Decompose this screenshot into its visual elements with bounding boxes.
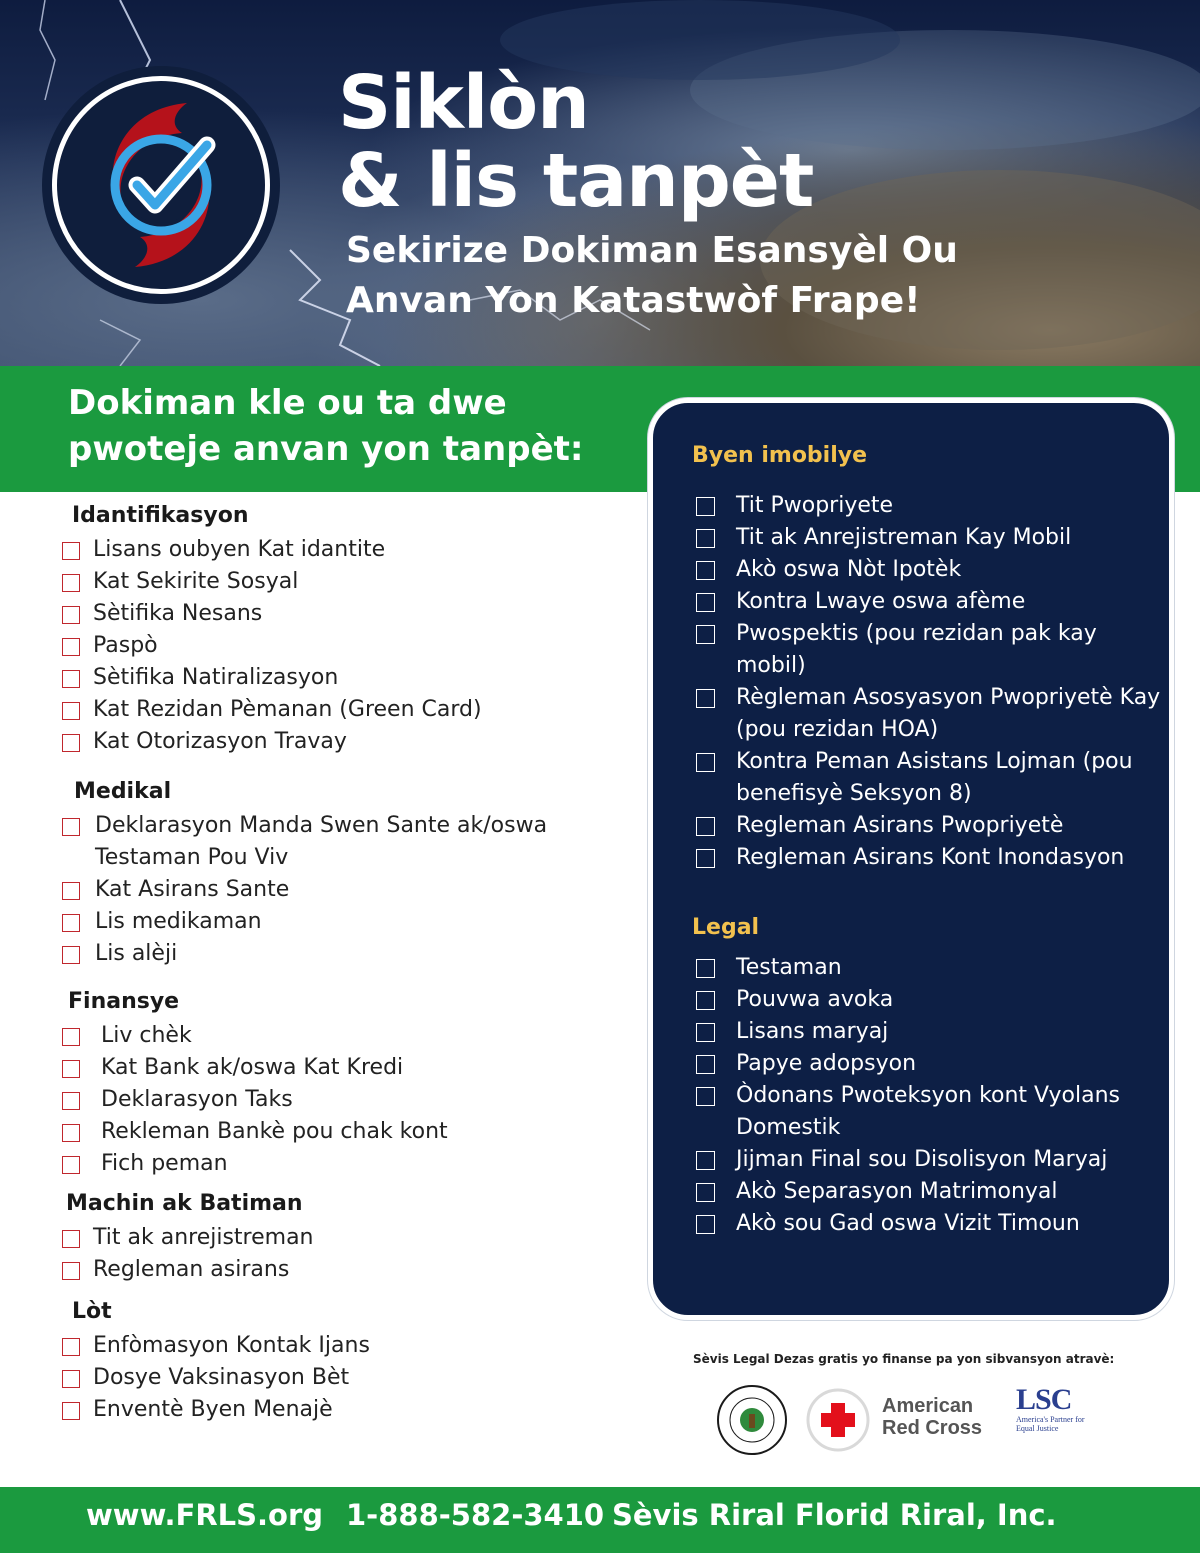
page-title-line2: & lis tanpèt bbox=[338, 138, 814, 224]
checklist-item bbox=[692, 984, 1162, 1016]
checkbox[interactable] bbox=[62, 1124, 80, 1142]
checklist-item bbox=[62, 1222, 642, 1254]
checkbox[interactable] bbox=[696, 1215, 715, 1234]
checkbox[interactable] bbox=[62, 702, 80, 720]
checkbox[interactable] bbox=[62, 606, 80, 624]
checklist-item bbox=[62, 662, 642, 694]
checklist-item-label: Regleman asirans bbox=[93, 1257, 290, 1282]
checklist-item-label: Paspò bbox=[93, 633, 158, 658]
group-title: Machin ak Batiman bbox=[66, 1191, 303, 1216]
checklist-item-label: Enventè Byen Menajè bbox=[93, 1397, 333, 1422]
red-cross-logo-text bbox=[882, 1395, 982, 1439]
intro-heading: Dokiman kle ou ta dwe pwoteje anvan yon tanpèt: bbox=[68, 383, 584, 469]
checkbox[interactable] bbox=[62, 1262, 80, 1280]
checklist-item-label: Sètifika Natiralizasyon bbox=[93, 665, 339, 690]
checklist-item-label: Kat Asirans Sante bbox=[95, 877, 290, 902]
checklist-item bbox=[692, 1144, 1162, 1176]
checklist-item-label: Lisans maryaj bbox=[736, 1019, 889, 1044]
checkbox[interactable] bbox=[696, 1023, 715, 1042]
checkbox[interactable] bbox=[62, 574, 80, 592]
checklist-item-label: Regleman Asirans Kont Inondasyon bbox=[736, 845, 1125, 870]
checklist-item-label: Pouvwa avoka bbox=[736, 987, 894, 1012]
hurricane-check-icon bbox=[57, 81, 265, 289]
checklist-item-label: Tit ak Anrejistreman Kay Mobil bbox=[736, 525, 1072, 550]
checkbox[interactable] bbox=[62, 734, 80, 752]
checklist-item-label: Tit ak anrejistreman bbox=[93, 1225, 314, 1250]
checklist-item-label: Pwospektis (pou rezidan pak kay mobil) bbox=[736, 621, 1097, 678]
checkbox[interactable] bbox=[62, 1092, 80, 1110]
checkbox[interactable] bbox=[696, 991, 715, 1010]
red-cross-line1: American bbox=[882, 1395, 974, 1417]
sponsor-statement: Sèvis Legal Dezas gratis yo finanse pa yon sibvansyon atravè: bbox=[693, 1352, 1115, 1366]
checklist-item bbox=[62, 1052, 642, 1084]
checklist-item bbox=[692, 490, 1162, 522]
checklist-item bbox=[62, 1084, 642, 1116]
checkbox[interactable] bbox=[62, 882, 80, 900]
footer-phone[interactable]: 1-888-582-3410 bbox=[346, 1498, 605, 1532]
lsc-tagline: America's Partner for Equal Justice bbox=[1016, 1415, 1085, 1433]
checklist-item bbox=[62, 1148, 642, 1180]
checklist-item-label: Akò Separasyon Matrimonyal bbox=[736, 1179, 1058, 1204]
checklist-item bbox=[62, 1020, 642, 1052]
checkbox[interactable] bbox=[696, 593, 715, 612]
checkbox[interactable] bbox=[62, 542, 80, 560]
checklist-item bbox=[62, 1394, 642, 1426]
checkbox[interactable] bbox=[696, 625, 715, 644]
header-banner bbox=[0, 0, 1200, 366]
checklist-item bbox=[62, 598, 642, 630]
checklist-item-label: Liv chèk bbox=[101, 1023, 192, 1048]
checkbox[interactable] bbox=[696, 817, 715, 836]
checklist-item-label: Fich peman bbox=[101, 1151, 228, 1176]
checkbox[interactable] bbox=[62, 818, 80, 836]
group-title: Medikal bbox=[74, 779, 172, 804]
checklist-item-label: Regleman Asirans Pwopriyetè bbox=[736, 813, 1064, 838]
right-checklist bbox=[692, 436, 1162, 1240]
left-checklist bbox=[62, 498, 642, 1426]
checkbox[interactable] bbox=[62, 1156, 80, 1174]
checkbox[interactable] bbox=[62, 1028, 80, 1046]
lsc-logo bbox=[1016, 1385, 1086, 1433]
checklist-item-label: Kat Sekirite Sosyal bbox=[93, 569, 299, 594]
checklist-item bbox=[692, 1208, 1162, 1240]
checklist-item bbox=[62, 566, 642, 598]
checkbox[interactable] bbox=[696, 1055, 715, 1074]
checklist-item bbox=[692, 522, 1162, 554]
checklist-item-label: Kat Rezidan Pèmanan (Green Card) bbox=[93, 697, 482, 722]
group-title: Finansye bbox=[68, 989, 180, 1014]
checklist-item-label: Akò sou Gad oswa Vizit Timoun bbox=[736, 1211, 1080, 1236]
panel-group-title: Byen imobilye bbox=[692, 443, 868, 468]
checklist-item bbox=[692, 1080, 1162, 1144]
checklist-item-label: Kat Otorizasyon Travay bbox=[93, 729, 347, 754]
checklist-item bbox=[692, 618, 1162, 682]
checkbox[interactable] bbox=[696, 959, 715, 978]
checklist-item-label: Deklarasyon Manda Swen Sante ak/oswa Testaman Pou Viv bbox=[95, 813, 548, 870]
checklist-item bbox=[62, 874, 642, 906]
footer-org: Sèvis Riral Florid Riral, Inc. bbox=[612, 1498, 1057, 1532]
red-cross-icon bbox=[808, 1390, 868, 1450]
checkbox[interactable] bbox=[62, 914, 80, 932]
checklist-item-label: Rekleman Bankè pou chak kont bbox=[101, 1119, 448, 1144]
checkbox[interactable] bbox=[696, 849, 715, 868]
checklist-item bbox=[692, 842, 1162, 874]
checklist-item bbox=[62, 906, 642, 938]
checkbox[interactable] bbox=[62, 1402, 80, 1420]
checklist-item bbox=[62, 694, 642, 726]
checklist-item bbox=[692, 810, 1162, 842]
checklist-item-label: Akò oswa Nòt Ipotèk bbox=[736, 557, 962, 582]
checkbox[interactable] bbox=[62, 1370, 80, 1388]
checklist-item-label: Tit Pwopriyete bbox=[736, 493, 894, 518]
checklist-item bbox=[692, 746, 1162, 810]
checkbox[interactable] bbox=[696, 561, 715, 580]
frls-seal-icon bbox=[718, 1386, 786, 1454]
checkbox[interactable] bbox=[62, 638, 80, 656]
checklist-item-label: Testaman bbox=[736, 955, 842, 980]
checklist-item bbox=[692, 554, 1162, 586]
checklist-item bbox=[62, 938, 642, 970]
checklist-item-label: Règleman Asosyasyon Pwopriyetè Kay (pou rezidan HOA) bbox=[736, 685, 1161, 742]
checklist-item bbox=[692, 682, 1162, 746]
page-subtitle: Sekirize Dokiman Esansyèl Ou Anvan Yon Katastwòf Frape! bbox=[346, 230, 958, 321]
checkbox[interactable] bbox=[696, 1151, 715, 1170]
page-title-line1: Siklòn bbox=[338, 60, 589, 146]
checkbox[interactable] bbox=[62, 1338, 80, 1356]
checklist-item-label: Lis medikaman bbox=[95, 909, 262, 934]
checklist-item-label: Deklarasyon Taks bbox=[101, 1087, 293, 1112]
checklist-item-label: Lis alèji bbox=[95, 941, 178, 966]
hurricane-logo bbox=[52, 76, 270, 294]
checkbox[interactable] bbox=[62, 1060, 80, 1078]
checklist-item bbox=[62, 726, 642, 758]
checkbox[interactable] bbox=[696, 497, 715, 516]
group-title: Idantifikasyon bbox=[72, 503, 249, 528]
checklist-item bbox=[62, 1116, 642, 1148]
checklist-item bbox=[62, 1254, 642, 1286]
checklist-item bbox=[692, 1048, 1162, 1080]
checklist-item bbox=[62, 630, 642, 662]
checkbox[interactable] bbox=[696, 1087, 715, 1106]
panel-group-title: Legal bbox=[692, 915, 760, 940]
checklist-item-label: Enfòmasyon Kontak Ijans bbox=[93, 1333, 370, 1358]
checklist-item bbox=[62, 810, 642, 874]
checkbox[interactable] bbox=[696, 753, 715, 772]
checklist-item-label: Kontra Peman Asistans Lojman (pou benefisyè Seksyon 8) bbox=[736, 749, 1133, 806]
checkbox[interactable] bbox=[696, 1183, 715, 1202]
checklist-item bbox=[692, 1176, 1162, 1208]
group-title: Lòt bbox=[72, 1299, 112, 1324]
checklist-item-label: Lisans oubyen Kat idantite bbox=[93, 537, 386, 562]
checkbox[interactable] bbox=[62, 946, 80, 964]
red-cross-line2: Red Cross bbox=[882, 1417, 983, 1439]
checklist-item-label: Jijman Final sou Disolisyon Maryaj bbox=[736, 1147, 1108, 1172]
checkbox[interactable] bbox=[696, 529, 715, 548]
checklist-item bbox=[692, 586, 1162, 618]
checklist-item bbox=[692, 1016, 1162, 1048]
checklist-item-label: Dosye Vaksinasyon Bèt bbox=[93, 1365, 350, 1390]
lsc-abbr: LSC bbox=[1016, 1383, 1072, 1416]
checklist-item bbox=[62, 1362, 642, 1394]
checkbox[interactable] bbox=[696, 689, 715, 708]
footer-website[interactable]: www.FRLS.org bbox=[86, 1498, 324, 1532]
checklist-item-label: Papye adopsyon bbox=[736, 1051, 917, 1076]
checklist-item-label: Kat Bank ak/oswa Kat Kredi bbox=[101, 1055, 404, 1080]
checkbox[interactable] bbox=[62, 1230, 80, 1248]
checklist-item bbox=[62, 1330, 642, 1362]
checkbox[interactable] bbox=[62, 670, 80, 688]
checklist-item-label: Òdonans Pwoteksyon kont Vyolans Domestik bbox=[736, 1083, 1120, 1140]
checklist-item-label: Kontra Lwaye oswa afème bbox=[736, 589, 1026, 614]
checklist-item bbox=[62, 534, 642, 566]
checklist-item bbox=[692, 952, 1162, 984]
checklist-item-label: Sètifika Nesans bbox=[93, 601, 263, 626]
